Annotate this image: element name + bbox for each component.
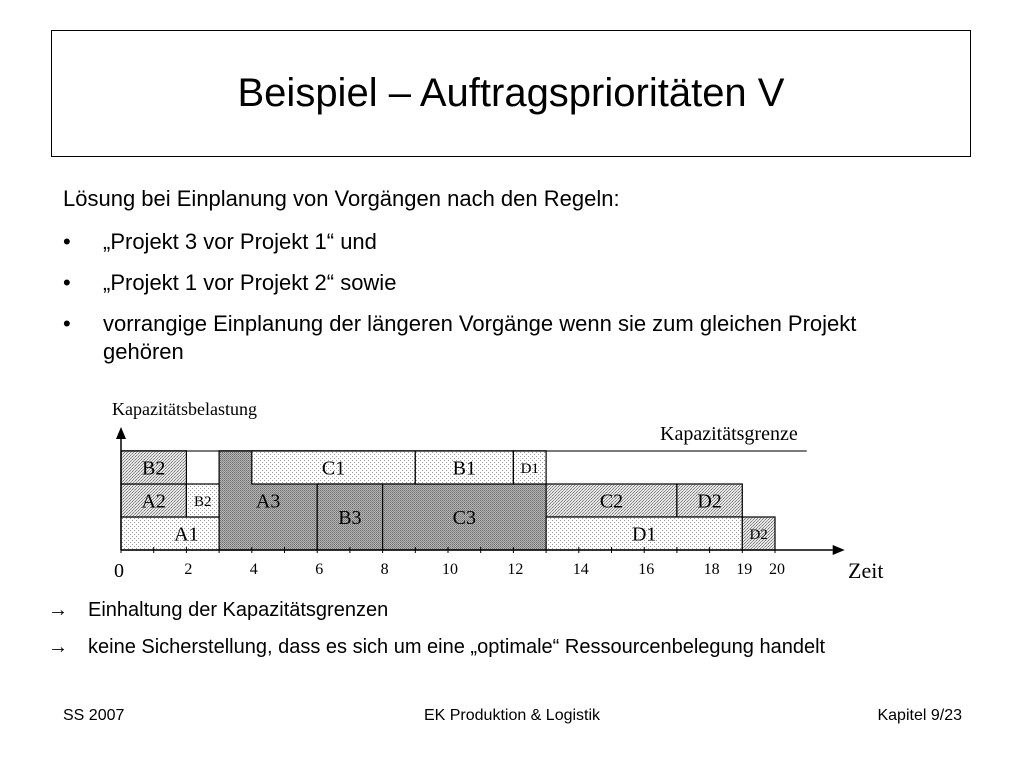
intro-text: Lösung bei Einplanung von Vorgängen nach den Regeln: <box>63 186 620 211</box>
gantt-block-label: D1 <box>631 523 657 546</box>
x-tick-label: 20 <box>769 561 785 578</box>
rule-text: „Projekt 1 vor Projekt 2“ sowie <box>103 270 397 295</box>
footer-center: EK Produktion & Logistik <box>423 707 601 724</box>
gantt-block-label: A1 <box>174 523 199 546</box>
y-axis-arrow-icon <box>116 427 126 439</box>
x-tick-label: 12 <box>507 561 524 578</box>
rule-text: vorrangige Einplanung der längeren Vorgänge wenn sie zum gleichen Projekt gehören <box>103 311 857 364</box>
conclusion-text: keine Sicherstellung, dass es sich um eine „optimale“ Ressourcenbelegung handelt <box>88 636 826 658</box>
conclusion-text: Einhaltung der Kapazitätsgrenzen <box>88 599 389 621</box>
arrow-right-icon: → <box>48 599 68 621</box>
x-axis-label: Zeit <box>848 558 884 583</box>
gantt-block-label: D1 <box>520 460 539 477</box>
gantt-block-label: A3 <box>255 490 281 513</box>
x-tick-label: 16 <box>638 561 655 578</box>
bullet-icon: • <box>63 229 71 254</box>
conclusion-item <box>48 635 988 660</box>
slide-title: Beispiel – Auftragsprioritäten V <box>237 71 785 115</box>
x-tick-label: 10 <box>442 561 458 578</box>
x-tick-label: 14 <box>572 561 589 578</box>
x-tick-label: 0 <box>114 560 124 582</box>
x-tick-label: 18 <box>703 561 720 578</box>
x-tick-label: 6 <box>315 561 324 578</box>
gantt-block-label: C2 <box>599 490 624 513</box>
gantt-block-label: C3 <box>452 507 477 529</box>
conclusions-list <box>48 598 988 672</box>
gantt-block-label: D2 <box>697 490 722 513</box>
footer-left: SS 2007 <box>63 707 125 724</box>
arrow-right-icon: → <box>48 636 68 658</box>
x-tick-label: 19 <box>736 561 753 578</box>
rule-text: „Projekt 3 vor Projekt 1“ und <box>103 229 377 254</box>
x-ticks <box>114 547 785 582</box>
gantt-block-label: B2 <box>142 457 166 480</box>
x-tick-label: 2 <box>184 561 193 578</box>
bullet-icon: • <box>63 270 71 295</box>
x-tick-label: 4 <box>249 561 258 578</box>
x-axis-arrow-icon <box>833 545 845 555</box>
footer-right: Kapitel 9/23 <box>877 707 962 724</box>
gantt-block-label: B1 <box>452 457 477 480</box>
gantt-block-label: B3 <box>338 507 362 529</box>
gantt-block-label: D2 <box>749 526 768 543</box>
capacity-label: Kapazitätsgrenze <box>660 423 798 445</box>
conclusion-item <box>48 598 988 623</box>
gantt-block-label: A2 <box>141 490 166 513</box>
gantt-block-label: C1 <box>321 457 346 480</box>
gantt-block-label: B2 <box>193 493 212 510</box>
y-axis-label: Kapazitätsbelastung <box>112 399 257 419</box>
x-tick-label: 8 <box>380 561 389 578</box>
gantt-blocks <box>121 451 775 550</box>
bullet-icon: • <box>63 311 71 336</box>
